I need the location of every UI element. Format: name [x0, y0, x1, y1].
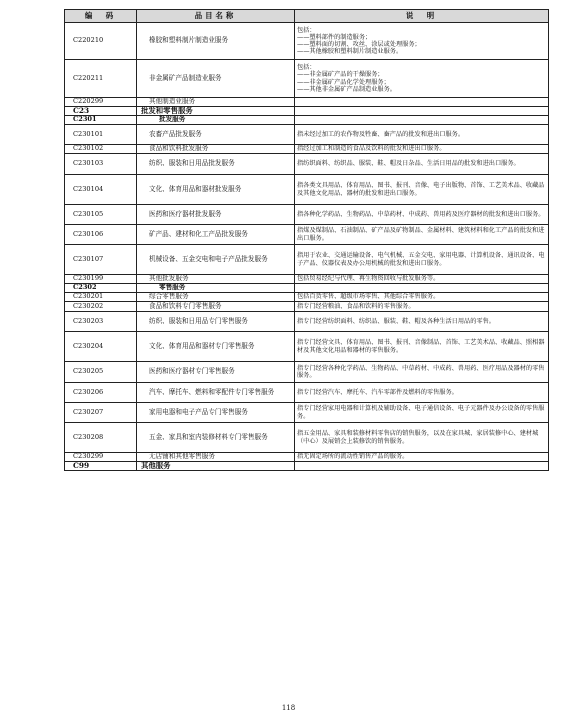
row-code: C220210	[65, 23, 137, 60]
row-description	[295, 383, 549, 403]
row-code: C23	[65, 107, 137, 116]
description-line: 指专门经营各种化学药品、生物药品、中草药材、中成药、兽用药、医疗用品及器材的零售服务。	[297, 364, 545, 379]
table-row	[65, 107, 549, 116]
table-row	[65, 60, 549, 98]
row-description	[295, 332, 549, 362]
row-code: C230206	[65, 383, 137, 403]
page-number: 118	[281, 704, 296, 712]
table-row	[65, 293, 549, 302]
description-line: ——非金属矿产品的干燥服务；	[297, 71, 384, 79]
row-description	[295, 225, 549, 245]
row-name: 汽车、摩托车、燃料和零配件专门零售服务	[137, 383, 295, 403]
table-row	[65, 98, 549, 107]
row-name: 食品和饮料专门零售服务	[137, 302, 295, 312]
description-line: 包括：	[297, 64, 316, 72]
row-name: 批发服务	[137, 116, 295, 125]
row-description	[295, 98, 549, 107]
row-name: 医药和医疗器材专门零售服务	[137, 362, 295, 383]
row-code: C230204	[65, 332, 137, 362]
row-name: 农畜产品批发服务	[137, 125, 295, 145]
table-body	[65, 23, 549, 471]
description-line: 指无固定场所的流动性销售产品的服务。	[297, 453, 409, 461]
table-row	[65, 205, 549, 225]
row-code: C220299	[65, 98, 137, 107]
row-code: C230104	[65, 175, 137, 205]
row-name: 家用电器和电子产品专门零售服务	[137, 403, 295, 423]
description-line: 包括：	[297, 26, 316, 34]
row-code: C230101	[65, 125, 137, 145]
row-name: 医药和医疗器材批发服务	[137, 205, 295, 225]
table-row	[65, 453, 549, 462]
row-name: 食品和饮料批发服务	[137, 145, 295, 154]
row-name: 其他批发服务	[137, 275, 295, 284]
row-name: 纺织、服装和日用品专门零售服务	[137, 312, 295, 332]
row-description	[295, 293, 549, 302]
description-line: 指专门经营汽车、摩托车、汽车零部件及燃料的零售服务。	[297, 388, 458, 396]
description-line: ——塑料部件的制造服务；	[297, 33, 372, 41]
table-row	[65, 383, 549, 403]
row-description	[295, 125, 549, 145]
row-code: C230201	[65, 293, 137, 302]
row-name: 批发和零售服务	[137, 107, 295, 116]
description-line: 指专门经营文具、体育用品、图书、报刊、音像制品、首饰、工艺美术品、收藏品、照相器材及其他文化用品和器材的零售服务。	[297, 339, 545, 354]
header-code: 编 码	[65, 10, 137, 23]
description-line: 指未经过加工的农作物及牲畜、畜产品的批发和进出口服务。	[297, 130, 465, 138]
description-line: 指煤及煤制品、石油制品、矿产品及矿物制品、金属材料、建筑材料和化工产品的批发和进出口服务。	[297, 227, 545, 242]
description-line: 指经过加工和制造的食品及饮料的批发和进出口服务。	[297, 145, 446, 153]
table-row	[65, 154, 549, 175]
header-desc: 说 明	[295, 10, 549, 23]
description-line: 指专门经营家用电器和计算机及辅助设备、电子通信设备、电子元器件及办公设备的零售服务。	[297, 405, 545, 420]
description-line: 指纺织面料、纺织品、服装、鞋、帽及日杂品、生活日用品的批发和进出口服务。	[297, 160, 520, 168]
table-header	[65, 10, 549, 23]
table-row	[65, 284, 549, 293]
row-code: C230199	[65, 275, 137, 284]
description-line: 指专门经营纺织面料、纺织品、服装、鞋、帽及各种生活日用品的零售。	[297, 317, 495, 325]
row-description	[295, 60, 549, 98]
row-code: C230203	[65, 312, 137, 332]
row-description	[295, 403, 549, 423]
row-description	[295, 423, 549, 453]
header-name: 品目名称	[137, 10, 295, 23]
table-row	[65, 125, 549, 145]
description-line: 指用于农业、交通运输设备、电气机械、五金交电、家用电器、计算机设备、通讯设备、电子产品、仪器仪表及办公用机械的批发和进出口服务。	[297, 252, 545, 267]
row-code: C99	[65, 462, 137, 471]
table-row	[65, 145, 549, 154]
table-row	[65, 462, 549, 471]
table-row	[65, 225, 549, 245]
row-description	[295, 116, 549, 125]
catalog-sheet	[64, 9, 548, 471]
row-code: C220211	[65, 60, 137, 98]
row-name: 无店铺和其他零售服务	[137, 453, 295, 462]
description-line: 指各种化学药品、生物药品、中草药材、中成药、兽用药及医疗器材的批发和进出口服务。	[297, 210, 545, 218]
row-description	[295, 107, 549, 116]
description-line: ——非金属矿产品化学处理服务；	[297, 78, 390, 86]
row-name: 文化、体育用品和器材专门零售服务	[137, 332, 295, 362]
row-name: 综合零售服务	[137, 293, 295, 302]
table-row	[65, 362, 549, 383]
row-code: C2302	[65, 284, 137, 293]
row-name: 纺织、服装和日用品批发服务	[137, 154, 295, 175]
row-code: C230205	[65, 362, 137, 383]
row-name: 其他服务	[137, 462, 295, 471]
table-row	[65, 423, 549, 453]
table-row	[65, 116, 549, 125]
description-line: 包括百货零售、超级市场零售、其他综合零售服务。	[297, 293, 440, 301]
table-row	[65, 23, 549, 60]
row-description	[295, 275, 549, 284]
row-code: C2301	[65, 116, 137, 125]
row-code: C230102	[65, 145, 137, 154]
table-row	[65, 332, 549, 362]
table-row	[65, 175, 549, 205]
table-row	[65, 275, 549, 284]
row-description	[295, 23, 549, 60]
row-code: C230207	[65, 403, 137, 423]
row-code: C230299	[65, 453, 137, 462]
description-line: 包括贸易经纪与代理、再生物资回收与批发服务等。	[297, 275, 440, 283]
description-line: ——其他非金属矿产品制造业服务。	[297, 85, 396, 93]
row-description	[295, 302, 549, 312]
row-code: C230107	[65, 245, 137, 275]
description-line: ——塑料面的切割、攻丝、涂层或处理服务；	[297, 41, 421, 48]
table-row	[65, 403, 549, 423]
description-line: ——其他橡胶和塑料制片制造业服务。	[297, 48, 403, 56]
description-line: 指五金用品、家具和装修材料零售店的销售服务，以及在家具城、家居装修中心、建材城（中心）及展销会上装修饮的销售服务。	[297, 430, 539, 445]
row-description	[295, 205, 549, 225]
row-name: 矿产品、建材和化工产品批发服务	[137, 225, 295, 245]
row-description	[295, 312, 549, 332]
description-line: 指专门经营粮油、食品和饮料的零售服务。	[297, 302, 415, 310]
row-name: 零售服务	[137, 284, 295, 293]
row-name: 文化、体育用品和器材批发服务	[137, 175, 295, 205]
table-row	[65, 245, 549, 275]
row-description	[295, 284, 549, 293]
row-description	[295, 175, 549, 205]
row-name: 非金属矿产品制造业服务	[137, 60, 295, 98]
row-description	[295, 362, 549, 383]
row-description	[295, 245, 549, 275]
row-description	[295, 453, 549, 462]
row-description	[295, 462, 549, 471]
row-code: C230105	[65, 205, 137, 225]
row-name: 机械设备、五金交电和电子产品批发服务	[137, 245, 295, 275]
row-description	[295, 154, 549, 175]
table-row	[65, 312, 549, 332]
row-code: C230103	[65, 154, 137, 175]
table-row	[65, 302, 549, 312]
row-name: 橡胶和塑料制片制造业服务	[137, 23, 295, 60]
row-name: 五金、家具和室内装修材料专门零售服务	[137, 423, 295, 453]
row-code: C230106	[65, 225, 137, 245]
row-description	[295, 145, 549, 154]
row-name: 其他制造业服务	[137, 98, 295, 107]
row-code: C230208	[65, 423, 137, 453]
row-code: C230202	[65, 302, 137, 312]
catalog-table	[64, 9, 549, 471]
description-line: 指各类文具用品、体育用品、图书、报刊、音像、电子出版物、首饰、工艺美术品、收藏品及其他文化用品、器材的批发和进出口服务。	[297, 182, 545, 197]
